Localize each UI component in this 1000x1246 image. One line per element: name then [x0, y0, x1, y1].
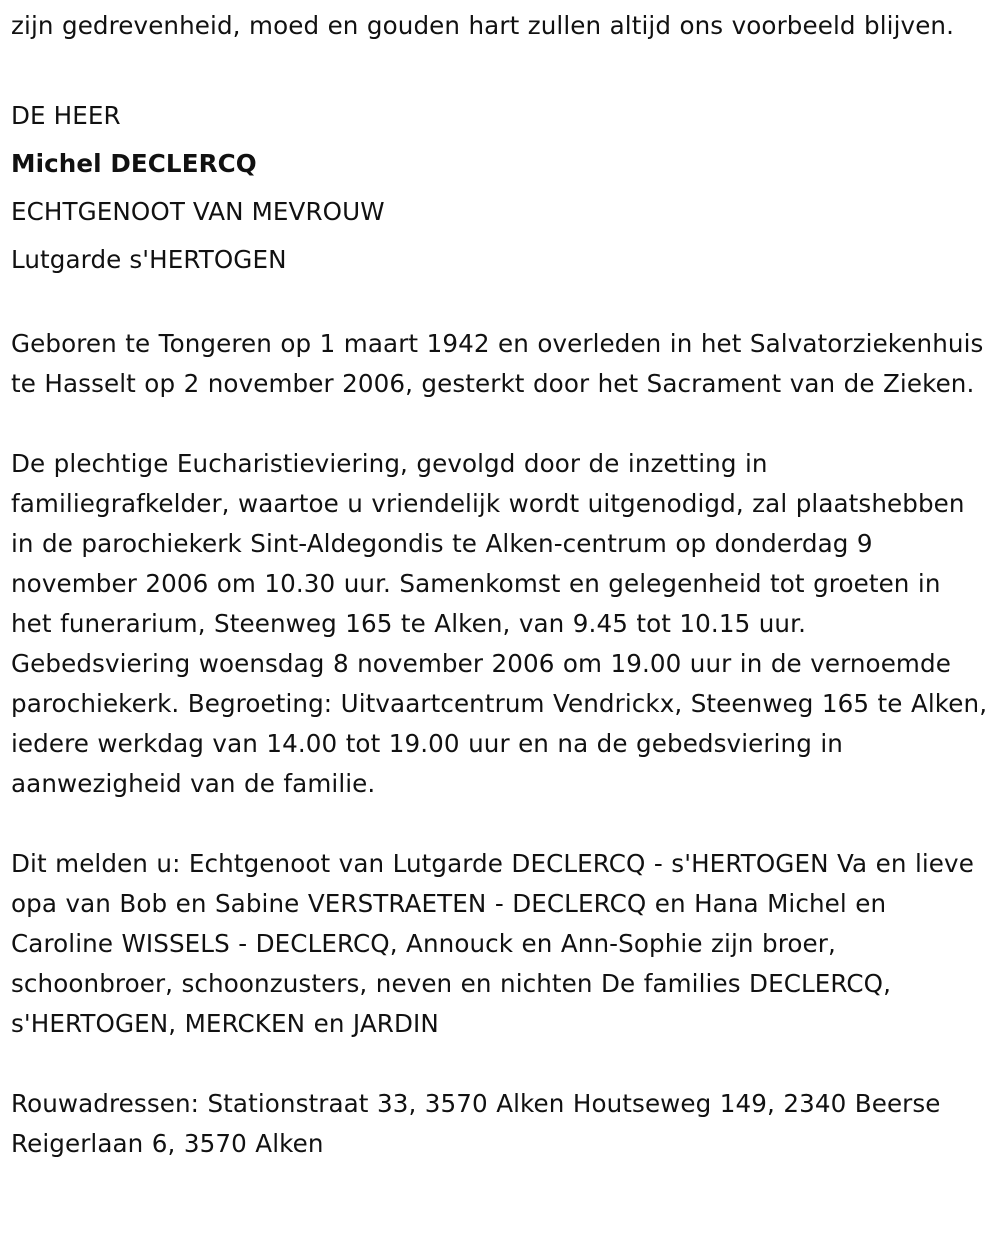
- honorific: DE HEER: [11, 101, 121, 130]
- deceased-name: Michel DECLERCQ: [11, 149, 257, 178]
- intro-paragraph: zijn gedrevenheid, moed en gouden hart zullen altijd ons voorbeeld blijven.: [11, 11, 955, 40]
- spacer: [11, 804, 988, 844]
- spouse-name: Lutgarde s'HERTOGEN: [11, 245, 287, 274]
- birth-death-paragraph: Geboren te Tongeren op 1 maart 1942 en overleden in het Salvatorziekenhuis te Hasselt op 2 november 2006, gesterkt door het Sacrament van de Zieken.: [11, 329, 984, 398]
- spouse-label: ECHTGENOOT VAN MEVROUW: [11, 197, 385, 226]
- spacer: [11, 284, 988, 324]
- spacer: [11, 404, 988, 444]
- spacer: [11, 1044, 988, 1084]
- family-paragraph: Dit melden u: Echtgenoot van Lutgarde DECLERCQ - s'HERTOGEN Va en lieve opa van Bob en Sabine VERSTRAETEN - DECLERCQ en Hana Michel en Caroline WISSELS - DECLERCQ, Annouck en Ann-Sophie zijn broer, schoonbroer, schoonzusters, neven en nichten De families DECLERCQ, s'HERTOGEN, MERCKEN en JARDIN: [11, 849, 974, 1038]
- deceased-header: [11, 92, 988, 284]
- ceremony-paragraph: De plechtige Eucharistieviering, gevolgd door de inzetting in familiegrafkelder, waartoe u vriendelijk wordt uitgenodigd, zal plaatshebben in de parochiekerk Sint-Aldegondis te Alken-centrum op donderdag 9 november 2006 om 10.30 uur. Samenkomst en gelegenheid tot groeten in het funerarium, Steenweg 165 te Alken, van 9.45 tot 10.15 uur. Gebedsviering woensdag 8 november 2006 om 19.00 uur in de vernoemde parochiekerk. Begroeting: Uitvaartcentrum Vendrickx, Steenweg 165 te Alken, iedere werkdag van 14.00 tot 19.00 uur en na de gebedsviering in aanwezigheid van de familie.: [11, 449, 988, 798]
- spacer: [11, 46, 988, 86]
- addresses-paragraph: Rouwadressen: Stationstraat 33, 3570 Alken Houtseweg 149, 2340 Beerse Reigerlaan 6, 3570 Alken: [11, 1089, 941, 1158]
